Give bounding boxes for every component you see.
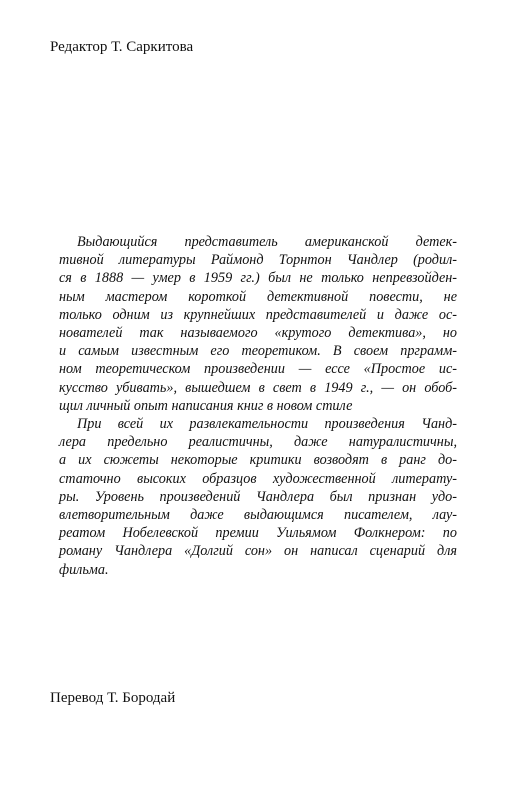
annotation-line: фильма. [59, 561, 109, 578]
annotation-line: роману Чандлера «Долгий сон» он написал сценарий для [59, 543, 457, 560]
annotation-line: только одним из крупнейших представителей и даже ос- [59, 306, 457, 323]
annotation-line: ном теоретическом произведении — ессе «Простое ис- [59, 361, 457, 378]
annotation-line: При всей их развлекательности произведения Чанд- [77, 416, 457, 433]
annotation-line: а их сюжеты некоторые критики возводят в ранг до- [59, 452, 457, 469]
annotation-paragraph [59, 233, 457, 415]
editor-credit: Редактор Т. Саркитова [50, 39, 194, 55]
annotation-line: ры. Уровень произведений Чандлера был признан удо- [59, 488, 457, 505]
annotation-line: Выдающийся представитель американской детек- [77, 234, 457, 250]
annotation-line: ным мастером короткой детективной повести, не [59, 288, 457, 305]
annotation-line: влетворительным даже выдающимся писателем, лау- [59, 507, 457, 524]
translator-credit: Перевод Т. Бородай [50, 690, 176, 706]
annotation-line: тивной литературы Раймонд Торнтон Чандлер (родил- [59, 252, 457, 269]
annotation-line: кусство убивать», вышедшем в свет в 1949 г., — он обоб- [59, 379, 457, 396]
annotation-paragraph [59, 415, 457, 579]
annotation-line: реатом Нобелевской премии Уильямом Фолкнером: по [59, 525, 457, 542]
annotation-line: лера предельно реалистичны, даже натуралистичны, [59, 434, 457, 451]
annotation-line: статочно высоких образцов художественной литерату- [59, 470, 457, 487]
annotation-line: нователей так называемого «крутого детектива», но [59, 325, 457, 342]
annotation-text [59, 233, 457, 579]
annotation-line: и самым известным его теоретиком. В своем прграмм- [59, 343, 457, 360]
annotation-line: щил личный опыт написания книг в новом стиле [59, 397, 353, 414]
annotation-line: ся в 1888 — умер в 1959 гг.) был не только непревзойден- [59, 270, 457, 287]
